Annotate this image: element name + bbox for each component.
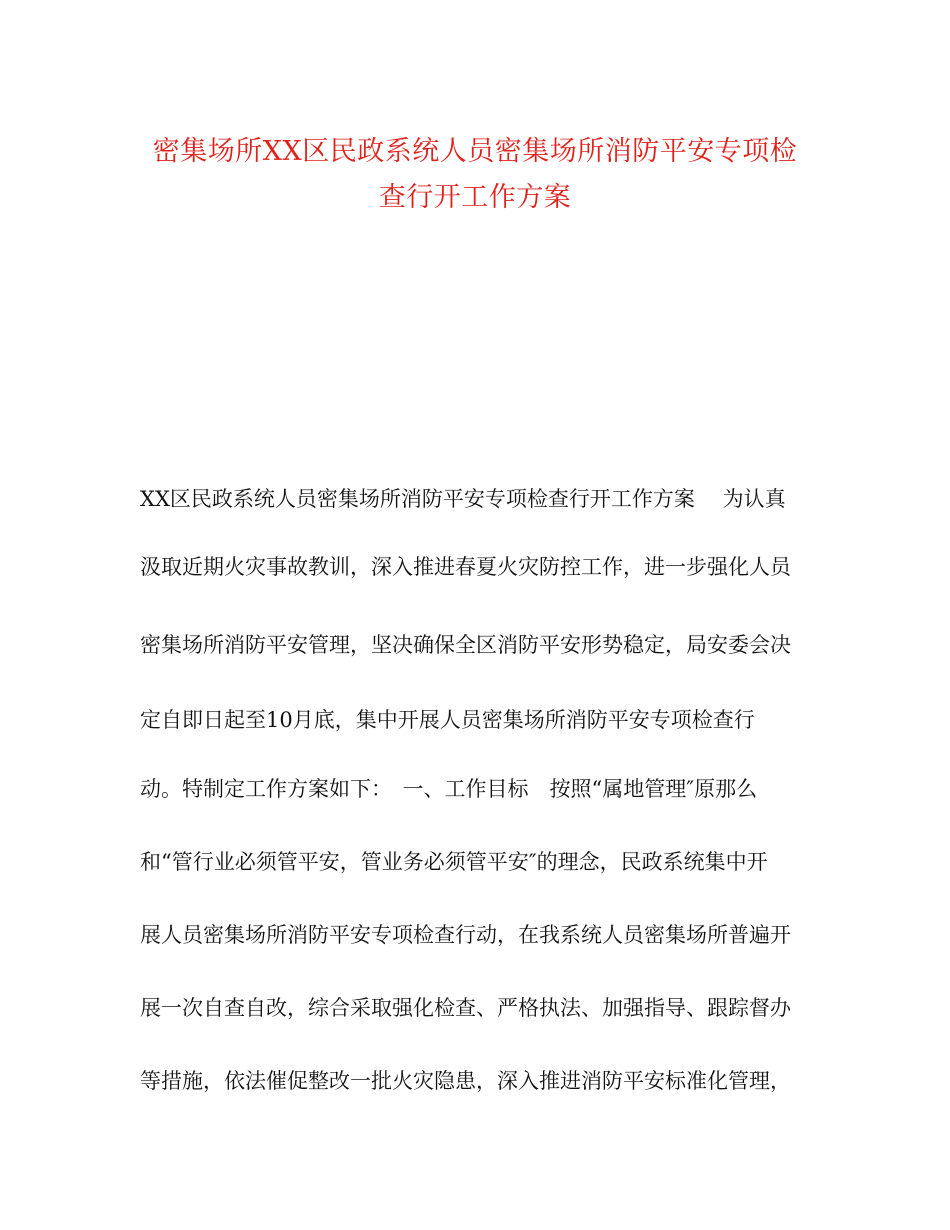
body-text-line-1: XX区民政系统人员密集场所消防平安专项检查行开工作方案 为认真 [140,487,786,511]
body-text-line-5: 动。特制定工作方案如下： 一、工作目标 按照“属地管理″原那么 [140,777,758,801]
body-text-line-6: 和“管行业必须管平安，管业务必须管平安″的理念，民政系统集中开 [140,850,768,874]
body-text-line-8: 展一次自查自改，综合采取强化检查、严格执法、加强指导、跟踪督办 [140,996,791,1020]
document-title-line-2: 查行开工作方案 [378,182,572,213]
body-text-line-7: 展人员密集场所消防平安专项检查行动，在我系统人员密集场所普遍开 [140,923,791,947]
body-text-line-9: 等措施，依法催促整改一批火灾隐患，深入推进消防平安标准化管理， [140,1069,791,1093]
document-title-line-1: 密集场所XX区民政系统人员密集场所消防平安专项检 [152,136,798,167]
body-text-line-3: 密集场所消防平安管理，坚决确保全区消防平安形势稳定，局安委会决 [140,633,791,657]
body-text-line-2: 汲取近期火灾事故教训，深入推进春夏火灾防控工作，进一步强化人员 [140,555,791,579]
body-text-line-4: 定自即日起至10月底，集中开展人员密集场所消防平安专项检查行 [140,708,755,732]
